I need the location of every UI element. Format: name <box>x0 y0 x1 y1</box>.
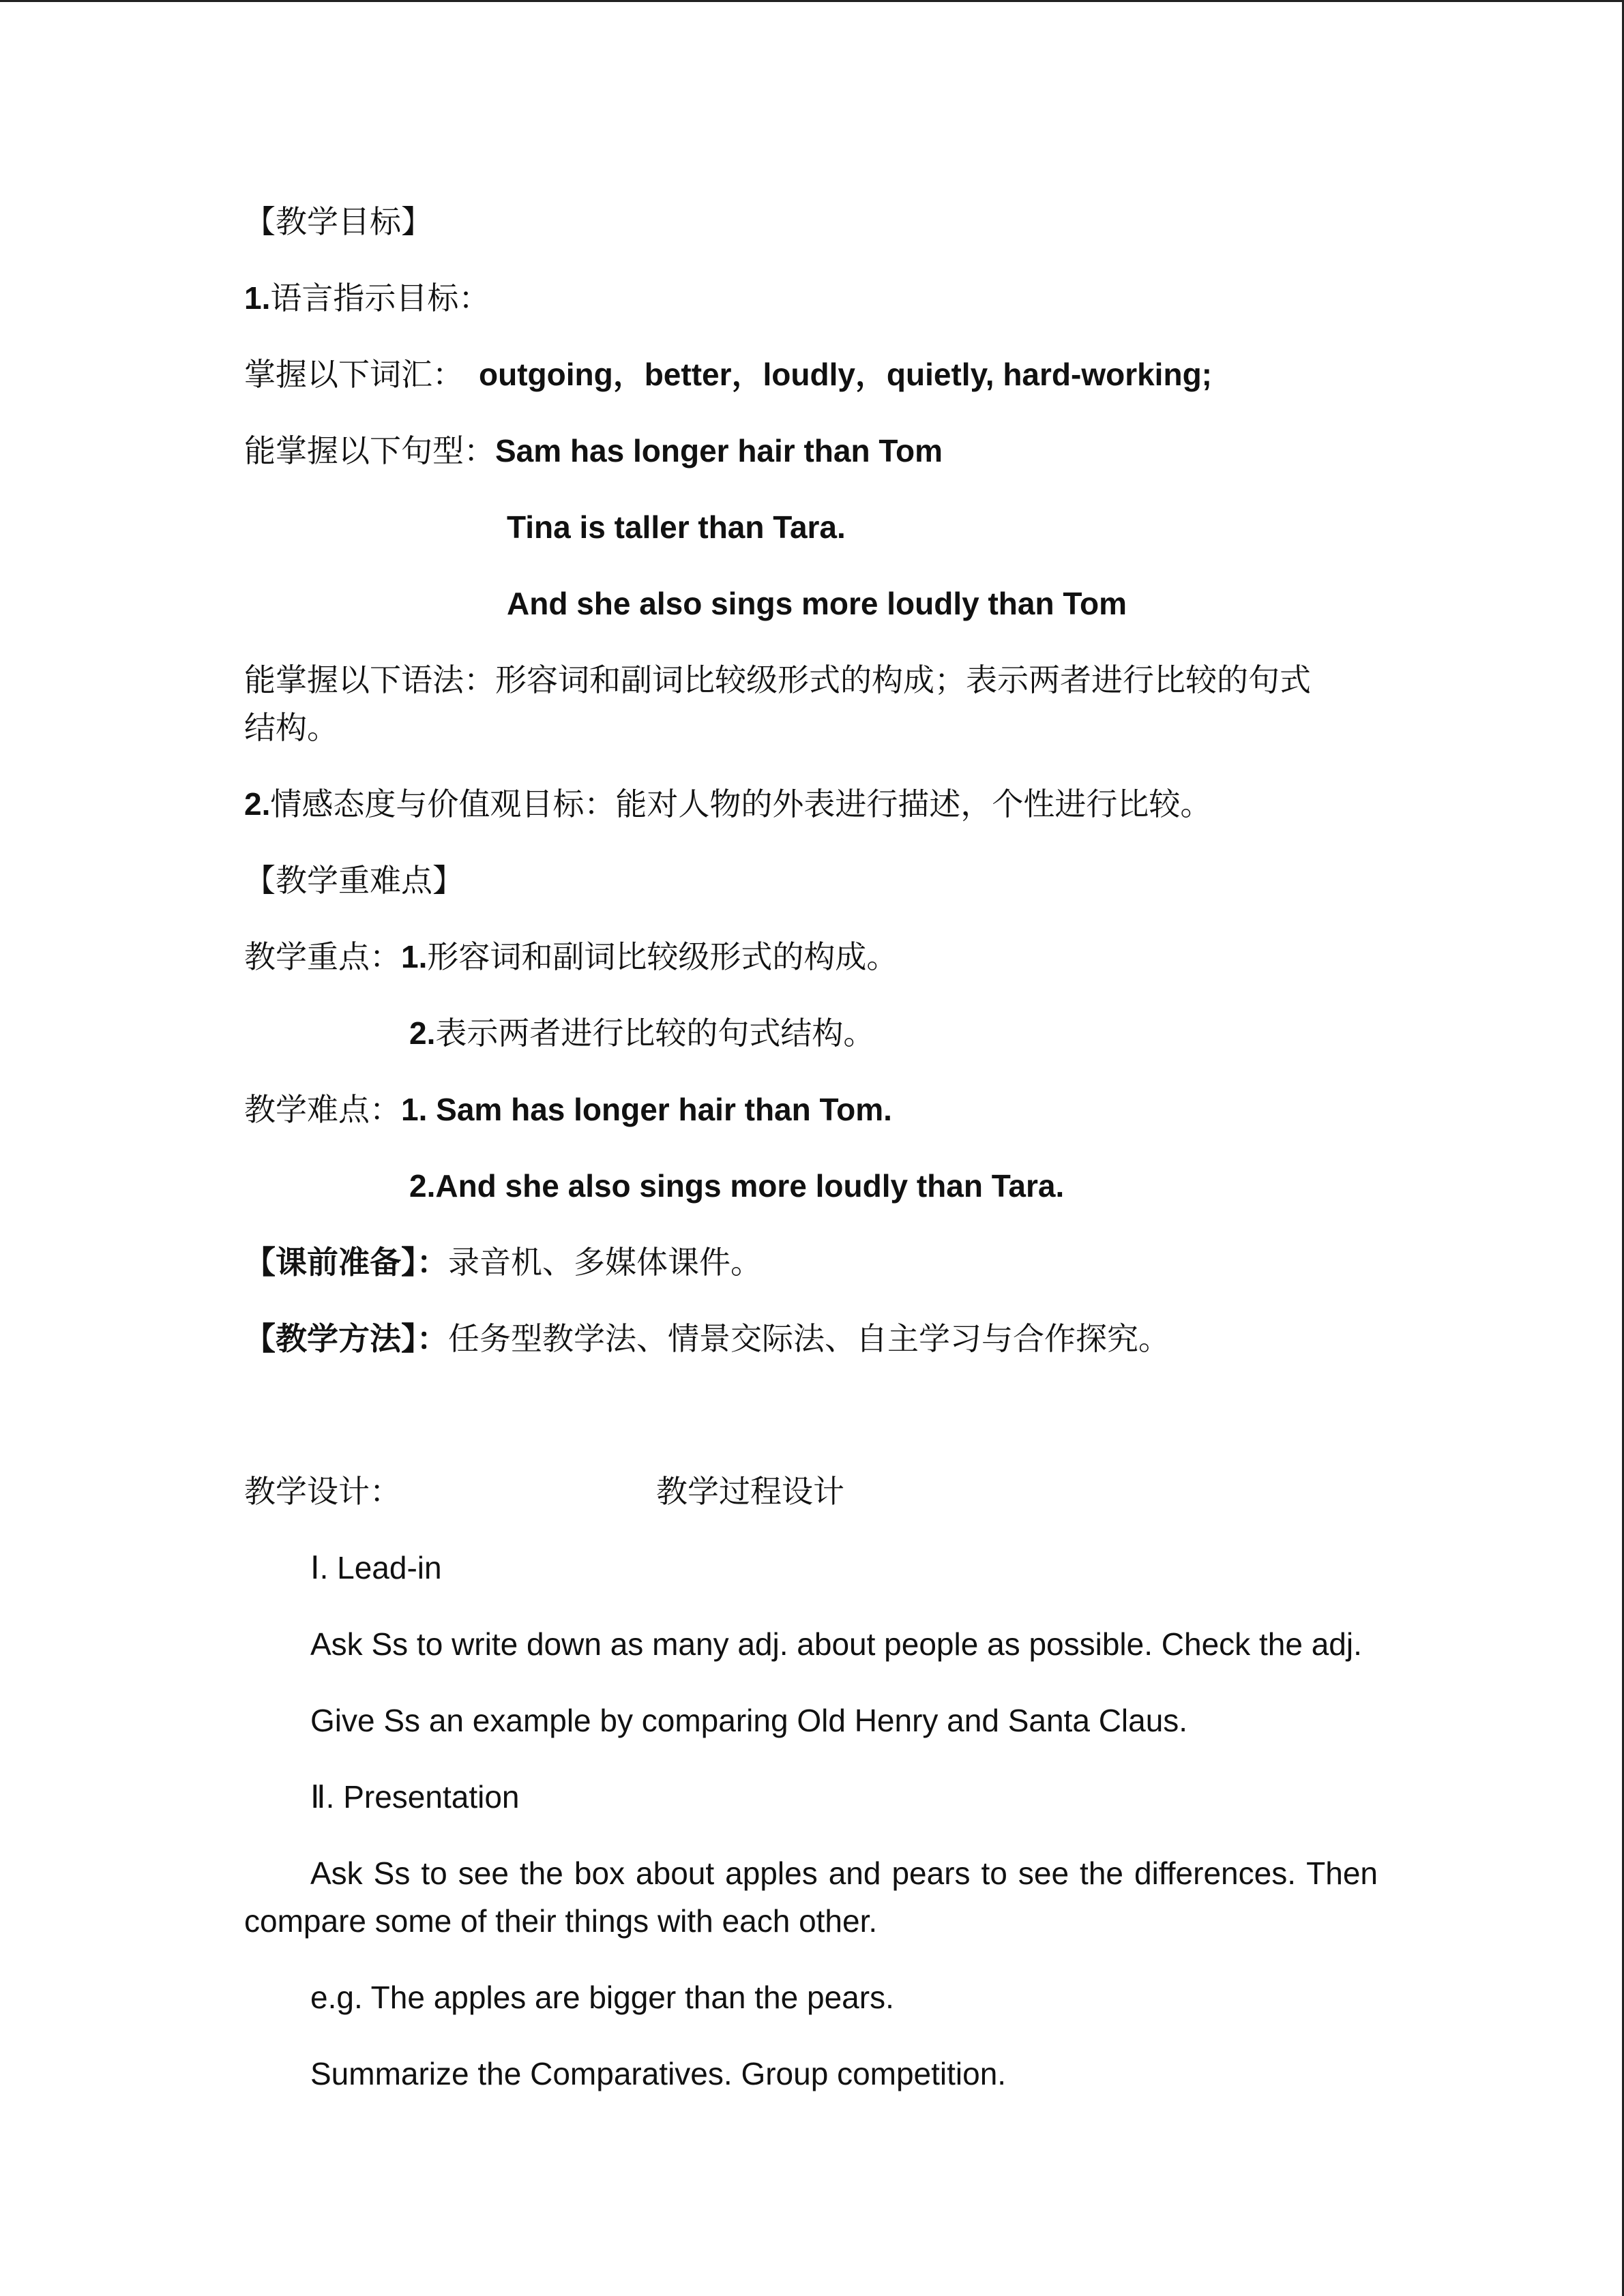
language-goal <box>244 274 490 322</box>
grammar-line-1: 能掌握以下语法：形容词和副词比较级形式的构成；表示两者进行比较的句式 <box>244 661 1311 698</box>
emotion-goal <box>244 780 1211 828</box>
vocab-words: outgoing，better，loudly，quietly, hard-working; <box>479 357 1212 392</box>
design-label: 教学设计： <box>244 1473 401 1510</box>
methods-text: 任务型教学法、情景交际法、自主学习与合作探究。 <box>448 1320 1170 1357</box>
language-goal-text: 语言指示目标： <box>270 280 490 316</box>
key-point-2-text: 表示两者进行比较的句式结构。 <box>435 1015 875 1052</box>
preparation-label: 【课前准备】： <box>244 1244 448 1281</box>
key-point-1-text: 形容词和副词比较级形式的构成。 <box>427 938 898 975</box>
step1-line-1: Ask Ss to write down as many adj. about people as possible. Check the adj. <box>310 1626 1362 1662</box>
step2-example: e.g. The apples are bigger than the pears. <box>310 1980 894 2015</box>
vocab-label: 掌握以下词汇： <box>244 356 464 393</box>
emotion-goal-number: 2. <box>244 786 271 822</box>
key-point-2 <box>409 1009 874 1057</box>
sentence-1: Sam has longer hair than Tom <box>495 433 943 468</box>
preparation-text: 录音机、多媒体课件。 <box>448 1244 762 1281</box>
sentence-line <box>244 427 943 475</box>
step1-title: Ⅰ. Lead-in <box>310 1550 442 1585</box>
language-goal-number: 1. <box>244 280 271 316</box>
preparation-line <box>244 1238 762 1286</box>
key-point-1-number: 1. <box>401 939 428 974</box>
methods-line <box>244 1315 1170 1362</box>
sentence-2: Tina is taller than Tara. <box>507 509 846 545</box>
difficult-point-1-text: 1. Sam has longer hair than Tom. <box>401 1092 892 1127</box>
key-points-label: 教学重点： <box>244 938 401 975</box>
step2-paragraph: Ask Ss to see the box about apples and pears to see the differences. Then compare some of their things with each other. <box>244 1855 1378 1939</box>
methods-label: 【教学方法】： <box>244 1320 448 1357</box>
emotion-goal-text: 情感态度与价值观目标：能对人物的外表进行描述，个性进行比较。 <box>270 786 1212 822</box>
sentence-3: And she also sings more loudly than Tom <box>507 586 1127 621</box>
difficult-point-1 <box>244 1086 892 1133</box>
step1-line-2: Give Ss an example by comparing Old Henry and Santa Claus. <box>310 1703 1188 1738</box>
top-border <box>0 0 1624 2</box>
key-difficult-heading: 【教学重难点】 <box>244 862 464 899</box>
grammar-line-2: 结构。 <box>244 709 338 746</box>
design-title: 教学过程设计 <box>656 1473 844 1510</box>
difficult-points-label: 教学难点： <box>244 1091 401 1128</box>
key-point-2-number: 2. <box>409 1015 436 1051</box>
step2-summary: Summarize the Comparatives. Group competition. <box>310 2056 1007 2091</box>
vocab-line <box>244 351 1212 398</box>
step2-title: Ⅱ. Presentation <box>310 1779 520 1815</box>
difficult-point-2: 2.And she also sings more loudly than Tara. <box>409 1168 1065 1204</box>
sentence-label: 能掌握以下句型： <box>244 432 495 469</box>
key-point-1 <box>244 933 898 981</box>
objectives-heading: 【教学目标】 <box>244 203 432 240</box>
